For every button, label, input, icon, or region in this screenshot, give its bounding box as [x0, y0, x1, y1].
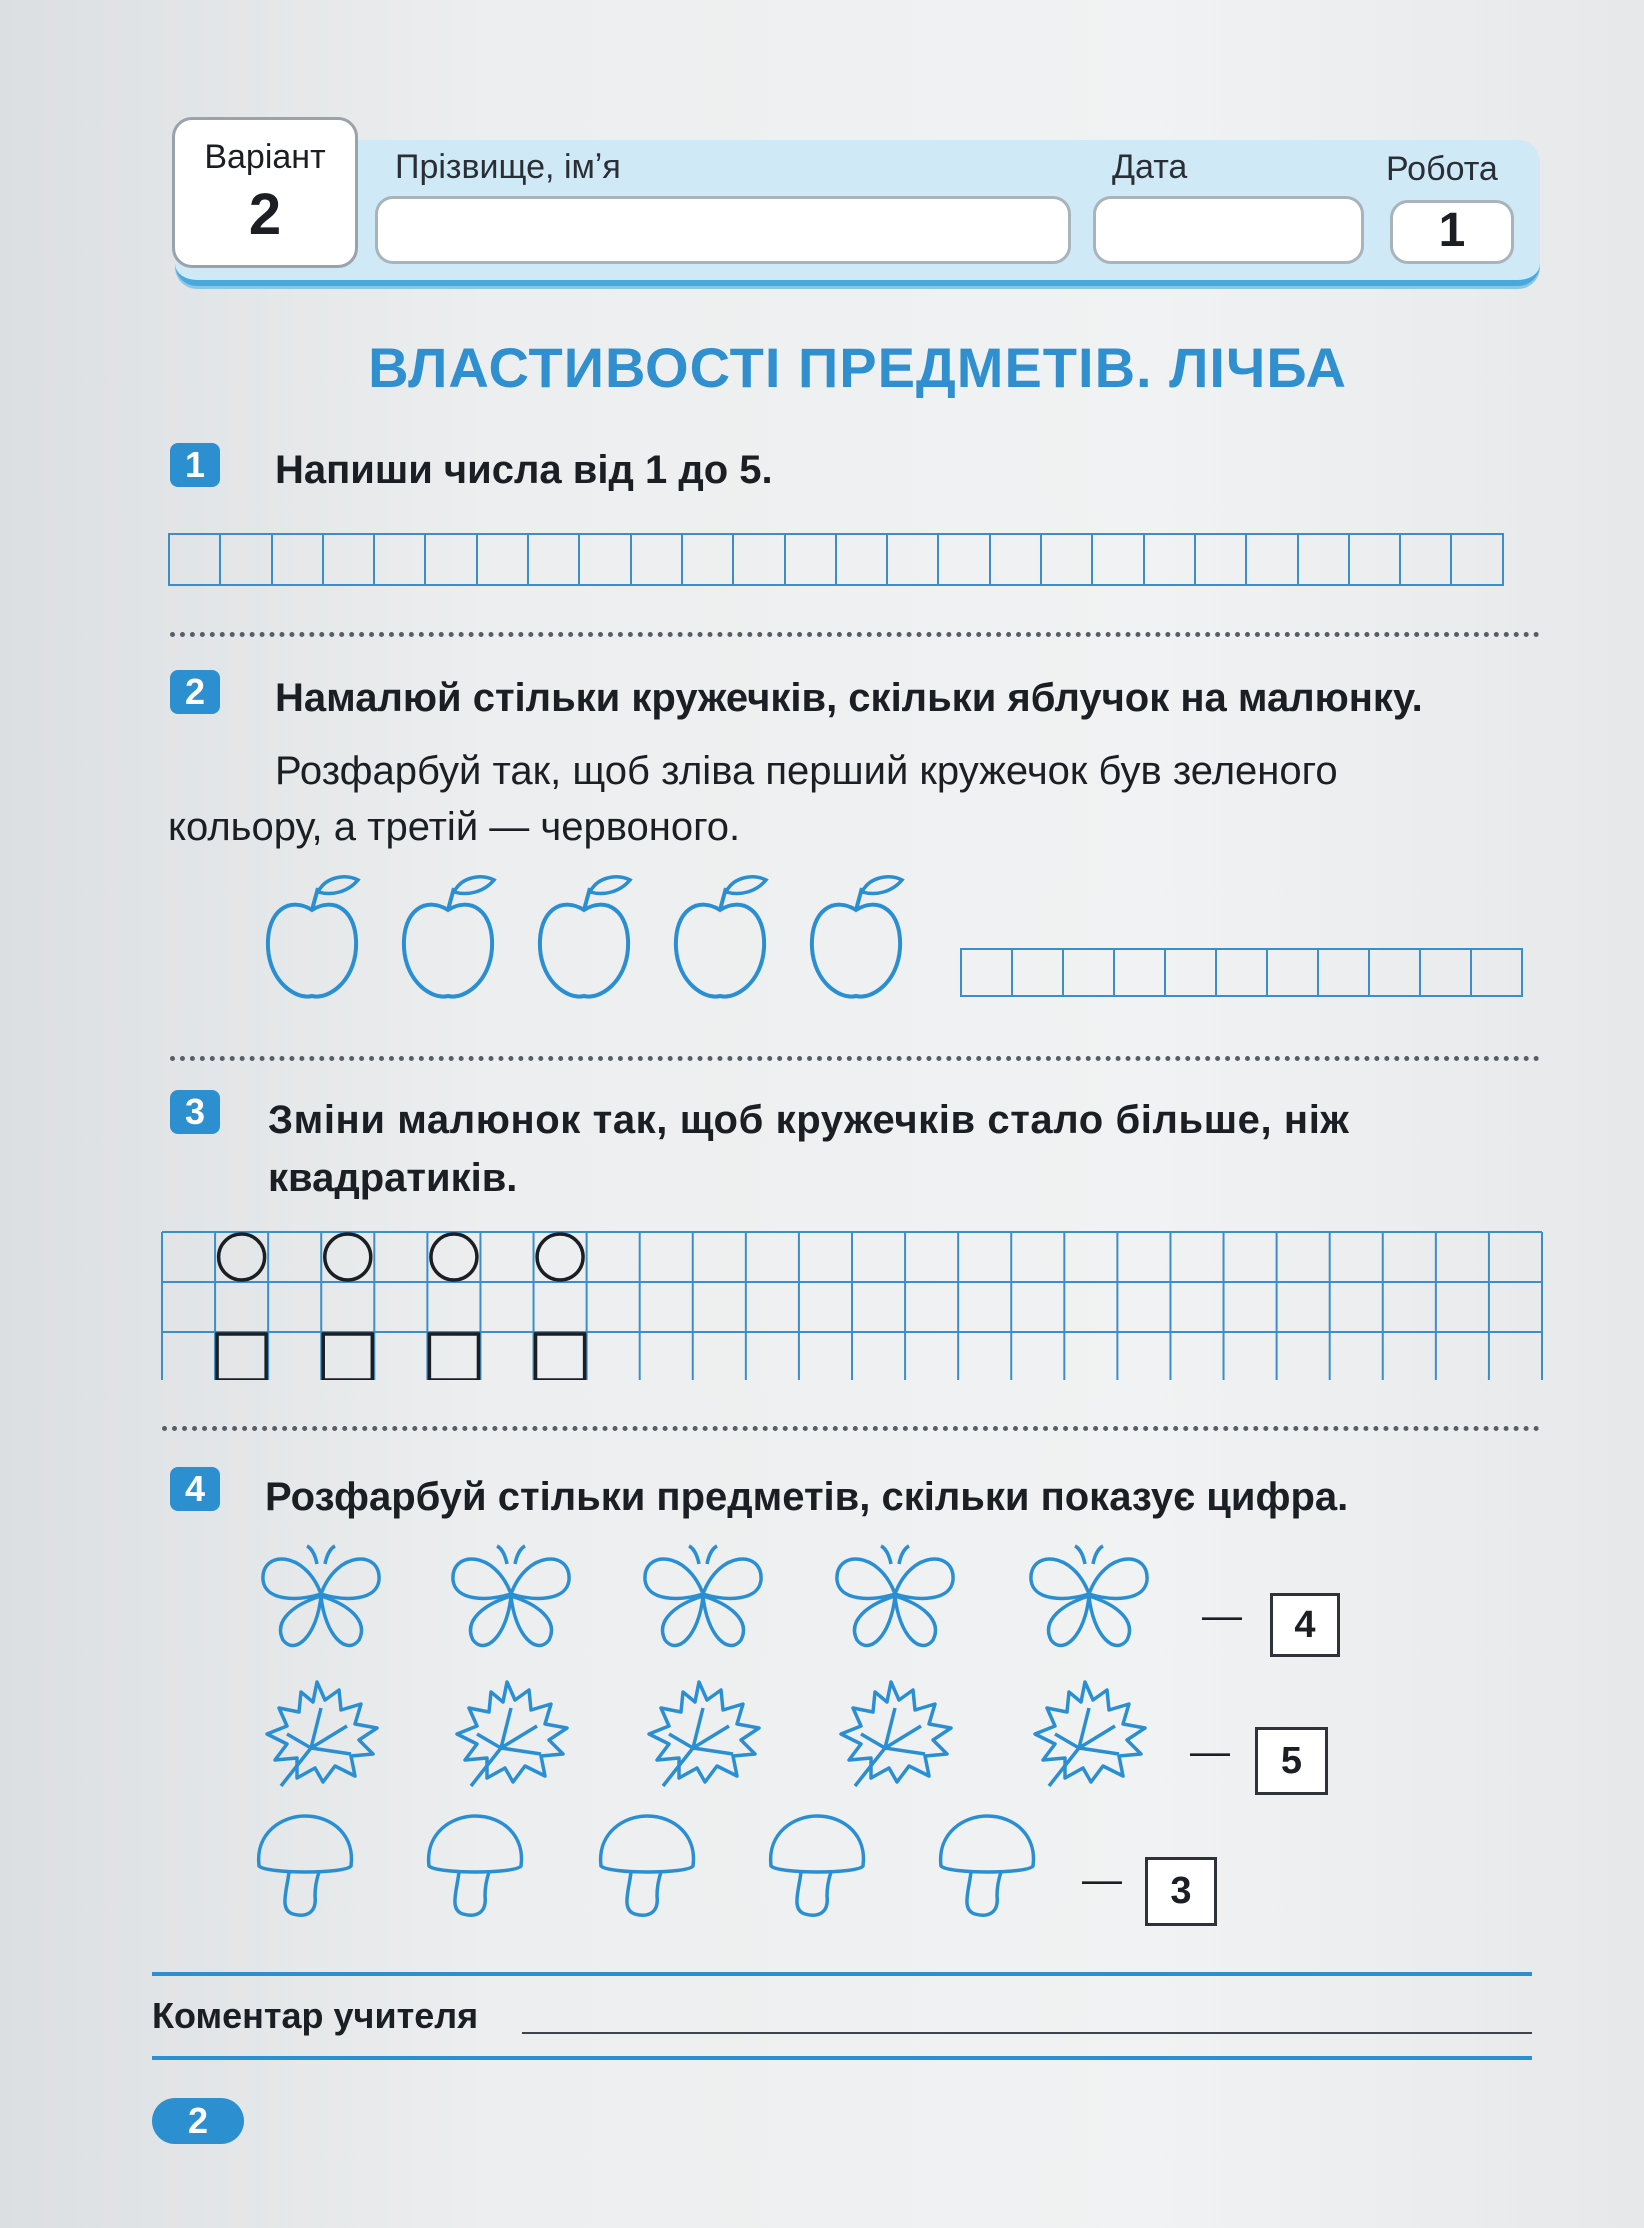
answer-cell[interactable] — [784, 533, 837, 586]
drawn-square — [429, 1334, 478, 1380]
apples-group — [260, 870, 940, 1010]
answer-cell[interactable] — [1011, 948, 1064, 997]
dash-row-1: — — [1202, 1594, 1242, 1638]
apple-icon — [676, 877, 766, 997]
answer-cell[interactable] — [732, 533, 785, 586]
answer-cell[interactable] — [1348, 533, 1401, 586]
dash-row-2: — — [1190, 1730, 1230, 1774]
footer-rule-top — [152, 1972, 1532, 1976]
drawn-circle — [431, 1234, 477, 1280]
drawn-square — [323, 1334, 372, 1380]
task-1-title: Напиши числа від 1 до 5. — [275, 448, 773, 492]
answer-cell[interactable] — [1245, 533, 1298, 586]
separator-3 — [162, 1426, 1540, 1431]
variant-box — [172, 117, 358, 268]
butterfly-icon — [263, 1546, 379, 1646]
drawn-circle — [325, 1234, 371, 1280]
answer-cell[interactable] — [835, 533, 888, 586]
answer-cell[interactable] — [1470, 948, 1523, 997]
separator-2 — [170, 1056, 1540, 1061]
apple-icon — [268, 877, 358, 997]
answer-cell[interactable] — [1194, 533, 1247, 586]
variant-number: 2 — [248, 182, 282, 247]
mushroom-icon — [429, 1816, 522, 1915]
teacher-comment-label: Коментар учителя — [152, 1995, 479, 2036]
answer-cell[interactable] — [1450, 533, 1503, 586]
count-box-leaves: 5 — [1255, 1727, 1328, 1795]
teacher-comment-line[interactable] — [522, 2032, 1532, 2034]
mushroom-icon — [259, 1816, 352, 1915]
answer-cell[interactable] — [1419, 948, 1472, 997]
butterfly-icon — [1031, 1546, 1147, 1646]
answer-cell[interactable] — [1215, 948, 1268, 997]
count-box-mushrooms: 3 — [1145, 1857, 1217, 1926]
answer-cell[interactable] — [630, 533, 683, 586]
separator-1 — [170, 632, 1540, 637]
count-box-butterflies: 4 — [1270, 1593, 1340, 1657]
answer-cell[interactable] — [681, 533, 734, 586]
date-field[interactable] — [1093, 196, 1364, 264]
leaf-icon — [649, 1682, 759, 1786]
answer-cell[interactable] — [578, 533, 631, 586]
answer-cell[interactable] — [989, 533, 1042, 586]
task-4-items — [255, 1540, 1155, 1940]
answer-cell[interactable] — [219, 533, 272, 586]
butterfly-icon — [645, 1546, 761, 1646]
answer-cell[interactable] — [527, 533, 580, 586]
answer-cell[interactable] — [960, 948, 1013, 997]
mushroom-icon — [941, 1816, 1034, 1915]
task-3-title-line2: квадратиків. — [268, 1156, 518, 1200]
task-2-text-line1: Розфарбуй так, щоб зліва перший кружечок був зеленого — [275, 749, 1338, 793]
mushroom-icon — [601, 1816, 694, 1915]
task-3-badge: 3 — [170, 1090, 220, 1134]
answer-cell[interactable] — [886, 533, 939, 586]
task-4-title: Розфарбуй стільки предметів, скільки показує цифра. — [265, 1475, 1349, 1519]
answer-cell[interactable] — [476, 533, 529, 586]
task-2-answer-cells[interactable] — [962, 948, 1523, 997]
butterfly-icon — [453, 1546, 569, 1646]
variant-label: Варіант — [204, 138, 326, 176]
page-number: 2 — [152, 2098, 244, 2144]
leaf-icon — [267, 1682, 377, 1786]
answer-cell[interactable] — [1368, 948, 1421, 997]
leaf-icon — [841, 1682, 951, 1786]
answer-cell[interactable] — [1317, 948, 1370, 997]
footer-rule-bottom — [152, 2056, 1532, 2060]
answer-cell[interactable] — [1091, 533, 1144, 586]
task-3-title-line1: Зміни малюнок так, щоб кружечків стало більше, ніж — [268, 1098, 1350, 1142]
name-label: Прізвище, імʼя — [395, 148, 621, 186]
date-label: Дата — [1112, 148, 1188, 186]
apple-icon — [404, 877, 494, 997]
drawn-circle — [219, 1234, 265, 1280]
answer-cell[interactable] — [1266, 948, 1319, 997]
drawn-square — [217, 1334, 266, 1380]
answer-cell[interactable] — [937, 533, 990, 586]
name-field[interactable] — [375, 196, 1071, 264]
task-4-badge: 4 — [170, 1467, 220, 1511]
answer-cell[interactable] — [1062, 948, 1115, 997]
answer-cell[interactable] — [1399, 533, 1452, 586]
answer-cell[interactable] — [1297, 533, 1350, 586]
task-1-answer-cells[interactable] — [170, 533, 1504, 586]
task-2-title: Намалюй стільки кружечків, скільки яблучок на малюнку. — [275, 676, 1423, 720]
apple-icon — [540, 877, 630, 997]
task-2-text-line2: кольору, а третій — червоного. — [168, 805, 741, 849]
dash-row-3: — — [1082, 1858, 1122, 1902]
work-number-box: 1 — [1390, 200, 1514, 264]
apple-icon — [812, 877, 902, 997]
work-label: Робота — [1386, 150, 1498, 188]
leaf-icon — [1035, 1682, 1145, 1786]
drawn-square — [536, 1334, 585, 1380]
answer-cell[interactable] — [1143, 533, 1196, 586]
mushroom-icon — [771, 1816, 864, 1915]
leaf-icon — [457, 1682, 567, 1786]
answer-cell[interactable] — [168, 533, 221, 586]
answer-cell[interactable] — [322, 533, 375, 586]
answer-cell[interactable] — [373, 533, 426, 586]
answer-cell[interactable] — [1113, 948, 1166, 997]
page-title: ВЛАСТИВОСТІ ПРЕДМЕТІВ. ЛІЧБА — [368, 336, 1347, 399]
task-2-badge: 2 — [170, 670, 220, 714]
butterfly-icon — [837, 1546, 953, 1646]
task-1-badge: 1 — [170, 443, 220, 487]
drawn-circle — [537, 1234, 583, 1280]
task-3-grid[interactable] — [158, 1228, 1550, 1380]
answer-cell[interactable] — [424, 533, 477, 586]
answer-cell[interactable] — [271, 533, 324, 586]
answer-cell[interactable] — [1040, 533, 1093, 586]
answer-cell[interactable] — [1164, 948, 1217, 997]
